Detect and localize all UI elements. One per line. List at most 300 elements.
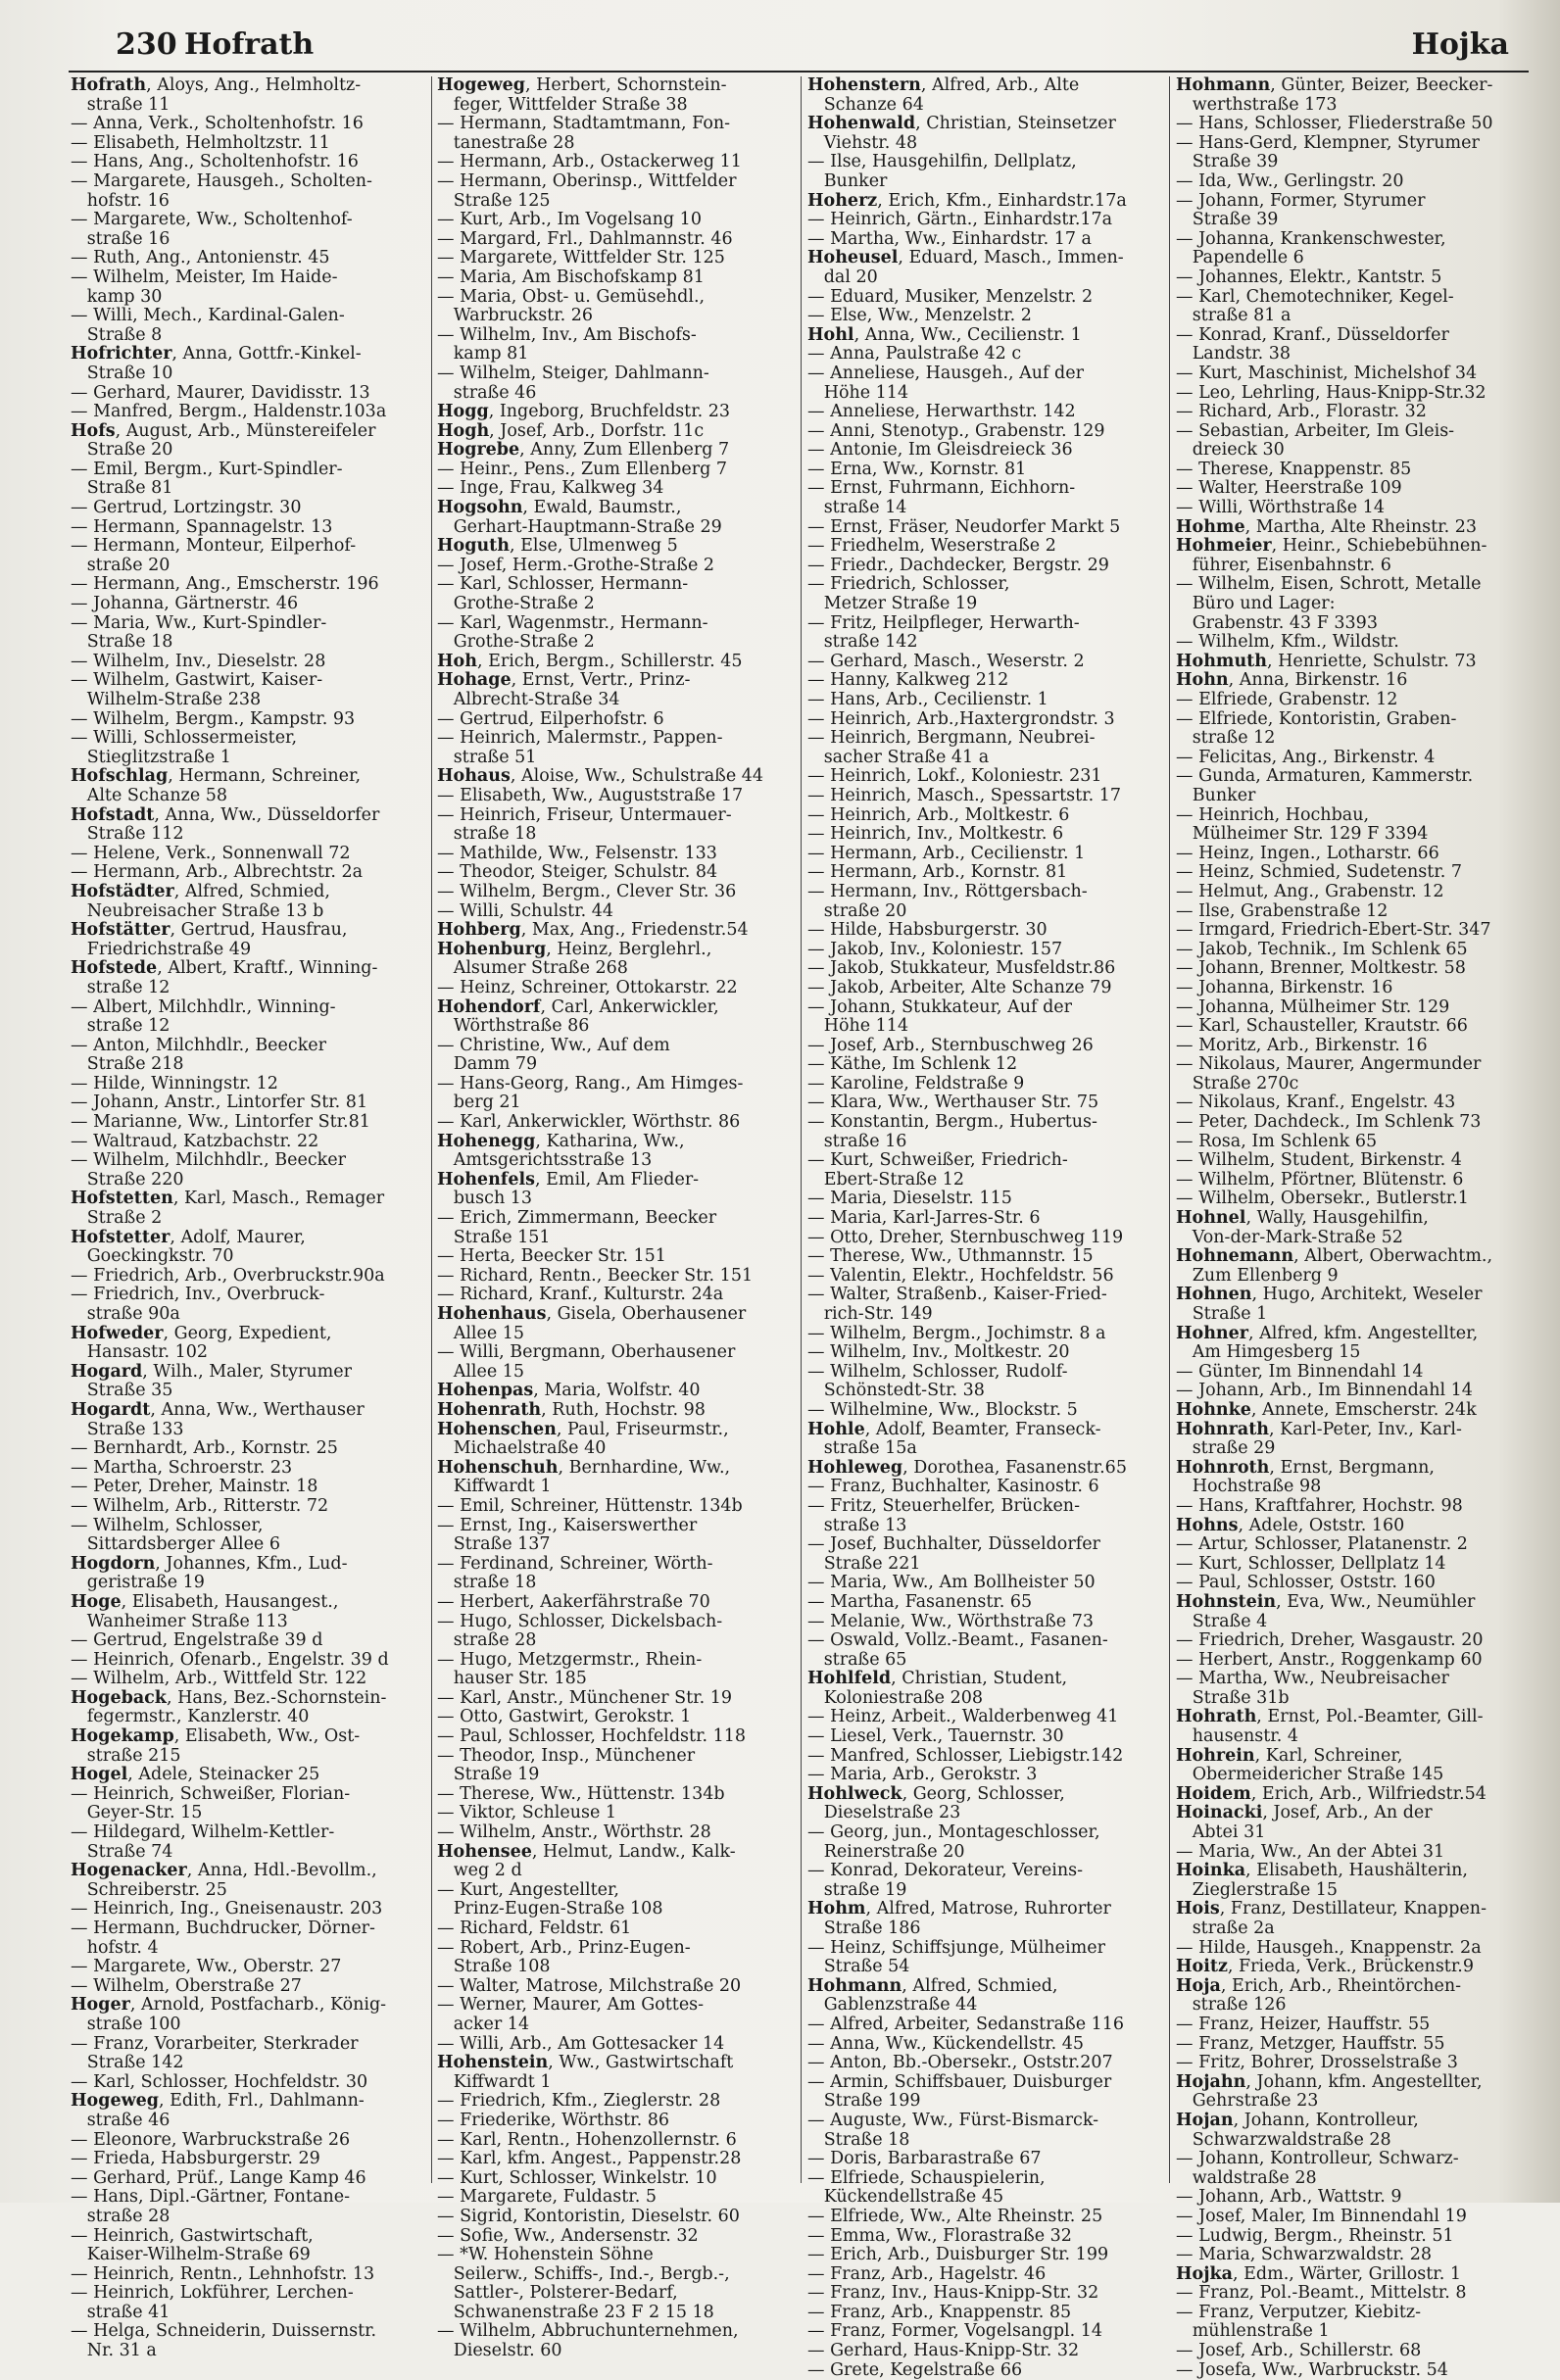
directory-line: straße 41: [71, 2302, 171, 2322]
directory-line: — Theodor, Insp., Münchener: [437, 1745, 696, 1766]
directory-line: — Wilhelm, Inv., Dieselstr. 28: [71, 651, 326, 671]
directory-line: Hohenburg, Heinz, Berglehrl.,: [437, 939, 712, 959]
directory-line: — Heinrich, Gärtn., Einhardstr.17a: [807, 210, 1113, 230]
directory-line: — Wilhelm, Obersekr., Butlerstr.1: [1176, 1189, 1469, 1209]
directory-line: Straße 270c: [1176, 1073, 1299, 1093]
directory-line: Viehstr. 48: [807, 132, 918, 153]
directory-line: — Johann, Arb., Im Binnendahl 14: [1176, 1381, 1473, 1401]
directory-line: — Felicitas, Ang., Birkenstr. 4: [1176, 747, 1436, 767]
directory-line: — Otto, Dreher, Sternbuschweg 119: [807, 1227, 1124, 1247]
directory-line: Hohn, Anna, Birkenstr. 16: [1176, 670, 1408, 691]
directory-line: — Anton, Milchhdlr., Beecker: [71, 1035, 327, 1055]
directory-line: — Gerhard, Haus-Knipp-Str. 32: [807, 2341, 1080, 2361]
directory-line: Hohle, Adolf, Beamter, Franseck-: [807, 1419, 1101, 1439]
directory-line: Gehrstraße 23: [1176, 2091, 1319, 2112]
directory-line: — Heinrich, Hochbau,: [1176, 804, 1370, 825]
directory-line: — Wilhelm, Meister, Im Haide-: [71, 267, 338, 287]
directory-line: — Hans, Dipl.-Gärtner, Fontane-: [71, 2187, 351, 2208]
directory-line: Hohnrath, Karl-Peter, Inv., Karl-: [1176, 1419, 1462, 1439]
directory-line: Hohlweck, Georg, Schlosser,: [807, 1783, 1065, 1804]
directory-line: — Heinrich, Inv., Moltkestr. 6: [807, 824, 1064, 845]
directory-line: — Theodor, Steiger, Schulstr. 84: [437, 862, 718, 883]
directory-line: — Karl, kfm. Angest., Pappenstr.28: [437, 2149, 742, 2169]
directory-line: — Elfriede, Kontoristin, Graben-: [1176, 708, 1457, 729]
directory-line: Neubreisacher Straße 13 b: [71, 900, 324, 921]
directory-line: Hogeback, Hans, Bez.-Schornstein-: [71, 1687, 387, 1708]
directory-line: Abtei 31: [1176, 1822, 1266, 1843]
directory-line: straße 2a: [1176, 1919, 1275, 1938]
directory-line: — Johanna, Krankenschwester,: [1176, 228, 1446, 249]
directory-line: — Emil, Schreiner, Hüttenstr. 134b: [437, 1495, 743, 1516]
directory-line: hausenstr. 4: [1176, 1726, 1298, 1747]
directory-line: — Erich, Zimmermann, Beecker: [437, 1208, 717, 1229]
directory-line: Hohme, Martha, Alte Rheinstr. 23: [1176, 516, 1478, 537]
directory-line: Hohenschen, Paul, Friseurmstr.,: [437, 1419, 729, 1439]
directory-line: — Eduard, Musiker, Menzelstr. 2: [807, 286, 1094, 307]
directory-line: Koloniestraße 208: [807, 1687, 984, 1708]
directory-line: Metzer Straße 19: [807, 594, 978, 614]
directory-line: werthstraße 173: [1176, 94, 1338, 115]
directory-line: — Hermann, Arb., Albrechtstr. 2a: [71, 862, 364, 883]
directory-line: — Karl, Chemotechniker, Kegel-: [1176, 286, 1454, 307]
directory-line: — Anna, Ww., Kückendellstr. 45: [807, 2033, 1084, 2054]
directory-line: — Ruth, Ang., Antonienstr. 45: [71, 248, 330, 268]
directory-line: — Eleonore, Warbruckstraße 26: [71, 2129, 351, 2150]
directory-line: Hofstede, Albert, Kraftf., Winning-: [71, 958, 378, 979]
directory-line: — Margarete, Hausgeh., Scholten-: [71, 170, 372, 191]
directory-line: Gerhart-Hauptmann-Straße 29: [437, 516, 722, 537]
directory-line: Gablenzstraße 44: [807, 1995, 978, 2016]
directory-line: — Auguste, Ww., Fürst-Bismarck-: [807, 2110, 1099, 2130]
directory-line: Straße 137: [437, 1534, 551, 1555]
directory-line: — Heinz, Schreiner, Ottokarstr. 22: [437, 977, 738, 997]
directory-line: Hohlfeld, Christian, Student,: [807, 1669, 1068, 1689]
directory-line: — Karl, Schausteller, Krautstr. 66: [1176, 1016, 1468, 1037]
directory-line: — Doris, Barbarastraße 67: [807, 2149, 1042, 2169]
directory-line: Hohendorf, Carl, Ankerwickler,: [437, 996, 719, 1017]
directory-line: — Hermann, Monteur, Eilperhof-: [71, 536, 357, 557]
directory-line: Stieglitzstraße 1: [71, 747, 231, 767]
directory-line: Grothe-Straße 2: [437, 594, 595, 614]
directory-line: — Maria, Obst- u. Gemüsehdl.,: [437, 286, 706, 307]
directory-line: — Gertrud, Eilperhofstr. 6: [437, 708, 664, 729]
directory-line: Hohenstern, Alfred, Arb., Alte: [807, 75, 1080, 95]
directory-line: — Sofie, Ww., Andersenstr. 32: [437, 2225, 699, 2246]
header-last-entry: Hojka: [1411, 27, 1509, 62]
directory-line: — Johann, Kontrolleur, Schwarz-: [1176, 2149, 1459, 2169]
directory-line: — Hermann, Inv., Röttgersbach-: [807, 881, 1088, 901]
directory-line: — Helmut, Ang., Grabenstr. 12: [1176, 881, 1444, 901]
directory-line: Zieglerstraße 15: [1176, 1879, 1339, 1900]
directory-line: Dieselstr. 60: [437, 2341, 562, 2361]
directory-line: Hohenschuh, Bernhardine, Ww.,: [437, 1457, 731, 1478]
directory-line: Hofstädter, Alfred, Schmied,: [71, 881, 330, 901]
directory-line: — Hermann, Ang., Emscherstr. 196: [71, 574, 379, 595]
directory-line: Hogardt, Anna, Ww., Werthauser: [71, 1399, 365, 1420]
directory-line: — Johann, Former, Styrumer: [1176, 190, 1426, 211]
directory-line: — Anna, Paulstraße 42 c: [807, 344, 1022, 364]
directory-line: — Ilse, Grabenstraße 12: [1176, 900, 1389, 921]
directory-line: — Karl, Anstr., Münchener Str. 19: [437, 1687, 733, 1708]
directory-line: — Martha, Fasanenstr. 65: [807, 1591, 1033, 1612]
directory-line: — Wilhelm, Anstr., Wörthstr. 28: [437, 1822, 711, 1843]
page-number: 230: [116, 27, 177, 62]
directory-line: — *W. Hohenstein Söhne: [437, 2245, 654, 2265]
directory-line: kamp 30: [71, 286, 163, 307]
directory-line: — Richard, Rentn., Beecker Str. 151: [437, 1265, 754, 1286]
directory-line: Straße 2: [71, 1208, 163, 1229]
directory-line: — Käthe, Im Schlenk 12: [807, 1054, 1018, 1075]
directory-line: Michaelstraße 40: [437, 1438, 607, 1459]
directory-line: Geyer-Str. 15: [71, 1803, 203, 1823]
directory-line: hofstr. 16: [71, 190, 170, 211]
directory-line: Hohenhaus, Gisela, Oberhausener: [437, 1304, 747, 1324]
directory-line: — Maria, Am Bischofskamp 81: [437, 267, 705, 287]
directory-line: — Friederike, Wörthstr. 86: [437, 2110, 669, 2130]
directory-line: Hoinka, Elisabeth, Haushälterin,: [1176, 1861, 1468, 1881]
directory-line: Hohenegg, Katharina, Ww.,: [437, 1131, 685, 1151]
directory-line: — Heinrich, Malermstr., Pappen-: [437, 728, 723, 749]
directory-line: weg 2 d: [437, 1861, 522, 1881]
directory-line: Hoherz, Erich, Kfm., Einhardstr.17a: [807, 190, 1127, 211]
directory-line: — Heinrich, Ing., Gneisenaustr. 203: [71, 1899, 383, 1919]
directory-line: — Herta, Beecker Str. 151: [437, 1246, 666, 1267]
directory-line: — Helga, Schneiderin, Duissernstr.: [71, 2321, 377, 2342]
directory-line: — Wilhelm, Kfm., Wildstr.: [1176, 632, 1399, 653]
directory-line: Papendelle 6: [1176, 248, 1304, 268]
directory-line: Nr. 31 a: [71, 2341, 157, 2361]
directory-line: Hogeweg, Edith, Frl., Dahlmann-: [71, 2091, 365, 2112]
directory-line: straße 142: [807, 632, 918, 653]
directory-line: Hohenrath, Ruth, Hochstr. 98: [437, 1399, 706, 1420]
directory-line: — Franz, Buchhalter, Kasinostr. 6: [807, 1477, 1099, 1497]
directory-line: — Alfred, Arbeiter, Sedanstraße 116: [807, 2014, 1125, 2034]
directory-line: — Gerhard, Prüf., Lange Kamp 46: [71, 2167, 366, 2188]
directory-line: Büro und Lager:: [1176, 594, 1336, 614]
directory-line: — Heinrich, Arb., Moltkestr. 6: [807, 804, 1070, 825]
directory-line: — Jakob, Inv., Koloniestr. 157: [807, 939, 1063, 959]
directory-line: Sattler-, Polsterer-Bedarf,: [437, 2283, 678, 2304]
directory-line: Hohenwald, Christian, Steinsetzer: [807, 114, 1116, 134]
directory-line: — Maria, Karl-Jarres-Str. 6: [807, 1208, 1041, 1229]
directory-line: — Friedrich, Arb., Overbruckstr.90a: [71, 1265, 385, 1286]
directory-line: straße 16: [807, 1131, 907, 1151]
directory-line: Hohaus, Aloise, Ww., Schulstraße 44: [437, 766, 764, 787]
directory-line: — Hilde, Habsburgerstr. 30: [807, 920, 1048, 941]
directory-line: — Hermann, Arb., Cecilienstr. 1: [807, 843, 1086, 863]
directory-line: — Heinrich, Schweißer, Florian-: [71, 1783, 351, 1804]
directory-line: Schanze 64: [807, 94, 924, 115]
directory-line: — Johann, Anstr., Lintorfer Str. 81: [71, 1093, 368, 1113]
directory-line: Hohnke, Annete, Emscherstr. 24k: [1176, 1399, 1477, 1420]
directory-line: — Heinrich, Ofenarb., Engelstr. 39 d: [71, 1649, 389, 1670]
directory-line: Hohmann, Günter, Beizer, Beecker-: [1176, 75, 1493, 95]
directory-line: Kiffwardt 1: [437, 1477, 552, 1497]
directory-line: Straße 20: [71, 440, 173, 461]
directory-line: — Oswald, Vollz.-Beamt., Fasanen-: [807, 1630, 1108, 1651]
directory-line: Hofstetten, Karl, Masch., Remager: [71, 1189, 385, 1209]
directory-line: Straße 108: [437, 1957, 551, 1977]
directory-line: Hoger, Arnold, Postfacharb., König-: [71, 1995, 387, 2016]
directory-line: — Hermann, Arb., Ostackerweg 11: [437, 152, 742, 172]
directory-line: — Gertrud, Engelstraße 39 d: [71, 1630, 323, 1651]
directory-line: — Maria, Ww., Am Bollheister 50: [807, 1573, 1096, 1593]
directory-line: Landstr. 38: [1176, 344, 1292, 364]
directory-line: — Josef, Buchhalter, Düsseldorfer: [807, 1534, 1100, 1555]
directory-line: Von-der-Mark-Straße 52: [1176, 1227, 1403, 1247]
header-first-entry: Hofrath: [184, 27, 315, 62]
directory-line: Straße 35: [71, 1381, 173, 1401]
directory-line: acker 14: [437, 2014, 530, 2034]
directory-line: Hohberg, Max, Ang., Friedenstr.54: [437, 920, 749, 941]
directory-line: straße 65: [807, 1649, 907, 1670]
directory-line: — Erich, Arb., Duisburger Str. 199: [807, 2245, 1109, 2265]
directory-line: — Walter, Straßenb., Kaiser-Fried-: [807, 1285, 1107, 1305]
directory-line: Grabenstr. 43 F 3393: [1176, 612, 1378, 633]
directory-line: straße 28: [71, 2206, 171, 2226]
directory-line: Hofrichter, Anna, Gottfr.-Kinkel-: [71, 344, 362, 364]
directory-line: — Mathilde, Ww., Felsenstr. 133: [437, 843, 717, 863]
directory-line: — Richard, Kranf., Kulturstr. 24a: [437, 1285, 724, 1305]
directory-line: Hofstadt, Anna, Ww., Düsseldorfer: [71, 804, 380, 825]
directory-line: — Heinz, Schmied, Sudetenstr. 7: [1176, 862, 1463, 883]
directory-line: — Ida, Ww., Gerlingstr. 20: [1176, 170, 1404, 191]
directory-line: — Richard, Arb., Florastr. 32: [1176, 402, 1427, 422]
directory-line: Schreiberstr. 25: [71, 1879, 227, 1900]
directory-line: straße 20: [807, 900, 907, 921]
directory-line: — Else, Ww., Menzelstr. 2: [807, 306, 1032, 326]
directory-line: Amtsgerichtsstraße 13: [437, 1150, 653, 1171]
directory-line: — Anneliese, Hausgeh., Auf der: [807, 363, 1084, 383]
directory-line: — Elisabeth, Helmholtzstr. 11: [71, 132, 330, 153]
directory-line: — Kurt, Angestellter,: [437, 1879, 619, 1900]
directory-line: Hoh, Erich, Bergm., Schillerstr. 45: [437, 651, 743, 671]
directory-line: Schwarzwaldstraße 28: [1176, 2129, 1391, 2150]
directory-line: — Wilhelm, Student, Birkenstr. 4: [1176, 1150, 1462, 1171]
directory-line: — Margard, Frl., Dahlmannstr. 46: [437, 228, 733, 249]
directory-line: — Maria, Arb., Gerokstr. 3: [807, 1765, 1038, 1785]
directory-line: Hohmuth, Henriette, Schulstr. 73: [1176, 651, 1477, 671]
directory-line: Wörthstraße 86: [437, 1016, 590, 1037]
directory-line: — Josefa, Ww., Warbruckstr. 54: [1176, 2359, 1448, 2380]
directory-line: Hohnstein, Eva, Ww., Neumühler: [1176, 1591, 1476, 1612]
directory-line: straße 13: [807, 1515, 907, 1535]
directory-line: Hoguth, Else, Ulmenweg 5: [437, 536, 678, 557]
directory-line: — Hermann, Spannagelstr. 13: [71, 516, 333, 537]
directory-line: berg 21: [437, 1093, 521, 1113]
directory-line: Sittardsberger Allee 6: [71, 1534, 280, 1555]
directory-line: — Josef, Herm.-Grothe-Straße 2: [437, 555, 714, 575]
directory-line: — Johann, Arb., Wattstr. 9: [1176, 2187, 1402, 2208]
directory-line: Hohm, Alfred, Matrose, Ruhrorter: [807, 1899, 1111, 1919]
directory-line: — Johanna, Mülheimer Str. 129: [1176, 996, 1450, 1017]
directory-line: Hofs, August, Arb., Münstereifeler: [71, 420, 376, 441]
directory-line: — Hans, Kraftfahrer, Hochstr. 98: [1176, 1495, 1463, 1516]
column-2: [437, 75, 798, 2361]
directory-line: — Josef, Maler, Im Binnendahl 19: [1176, 2206, 1467, 2226]
directory-line: Hohl, Anna, Ww., Cecilienstr. 1: [807, 324, 1082, 345]
directory-line: Straße 19: [437, 1765, 540, 1785]
directory-line: — Valentin, Elektr., Hochfeldstr. 56: [807, 1265, 1114, 1286]
directory-line: — Grete, Kegelstraße 66: [807, 2359, 1023, 2380]
directory-line: — Hans-Gerd, Klempner, Styrumer: [1176, 132, 1480, 153]
directory-line: — Willi, Schlossermeister,: [71, 728, 298, 749]
directory-line: — Gertrud, Lortzingstr. 30: [71, 498, 302, 518]
directory-line: — Viktor, Schleuse 1: [437, 1803, 617, 1823]
directory-line: — Maria, Dieselstr. 115: [807, 1189, 1012, 1209]
directory-line: — Wilhelm, Gastwirt, Kaiser-: [71, 670, 323, 691]
directory-line: Straße 4: [1176, 1611, 1268, 1631]
directory-line: Hois, Franz, Destillateur, Knappen-: [1176, 1899, 1487, 1919]
directory-line: — Hugo, Schlosser, Dickelsbach-: [437, 1611, 723, 1631]
directory-line: — Willi, Mech., Kardinal-Galen-: [71, 306, 345, 326]
directory-line: Friedrichstraße 49: [71, 939, 252, 959]
directory-line: straße 19: [807, 1879, 907, 1900]
directory-line: straße 12: [1176, 728, 1276, 749]
directory-line: Hojka, Edm., Wärter, Grillostr. 1: [1176, 2263, 1462, 2284]
directory-line: Straße 186: [807, 1919, 921, 1938]
directory-line: — Martha, Ww., Einhardstr. 17 a: [807, 228, 1092, 249]
directory-line: — Frieda, Habsburgerstr. 29: [71, 2149, 320, 2169]
directory-line: tanestraße 28: [437, 132, 575, 153]
column-4: [1176, 75, 1529, 2380]
directory-line: Seilerw., Schiffs-, Ind.-, Bergb.-,: [437, 2263, 730, 2284]
directory-line: — Heinrich, Rentn., Lehnhofstr. 13: [71, 2263, 375, 2284]
directory-line: — Heinrich, Bergmann, Neubrei-: [807, 728, 1096, 749]
directory-line: Straße 221: [807, 1553, 921, 1574]
directory-line: — Konstantin, Bergm., Hubertus-: [807, 1112, 1097, 1133]
directory-line: — Wilhelm, Schlosser, Rudolf-: [807, 1361, 1068, 1382]
directory-line: — Johanna, Birkenstr. 16: [1176, 977, 1393, 997]
directory-line: straße 215: [71, 1745, 181, 1766]
directory-line: Straße 133: [71, 1419, 184, 1439]
directory-line: — Richard, Feldstr. 61: [437, 1919, 632, 1938]
directory-line: Straße 74: [71, 1841, 173, 1862]
directory-line: Hoidem, Erich, Arb., Wilfriedstr.54: [1176, 1783, 1487, 1804]
directory-line: Straße 1: [1176, 1304, 1268, 1324]
directory-line: Hojahn, Johann, kfm. Angestellter,: [1176, 2071, 1483, 2092]
directory-line: Wanheimer Straße 113: [71, 1611, 288, 1631]
directory-line: Hofstätter, Gertrud, Hausfrau,: [71, 920, 348, 941]
directory-line: Bunker: [1176, 785, 1256, 805]
directory-line: — Heinz, Schiffsjunge, Mülheimer: [807, 1937, 1105, 1958]
directory-line: — Emma, Ww., Florastraße 32: [807, 2225, 1072, 2246]
directory-line: Hogenacker, Anna, Hdl.-Bevollm.,: [71, 1861, 377, 1881]
directory-line: — Sigrid, Kontoristin, Dieselstr. 60: [437, 2206, 740, 2226]
directory-line: Hogrebe, Anny, Zum Ellenberg 7: [437, 440, 730, 461]
directory-line: — Therese, Knappenstr. 85: [1176, 459, 1412, 479]
directory-line: — Elfriede, Schauspielerin,: [807, 2167, 1046, 2188]
directory-line: — Heinz, Ingen., Lotharstr. 66: [1176, 843, 1439, 863]
directory-line: geristraße 19: [71, 1573, 205, 1593]
directory-line: — Franz, Inv., Haus-Knipp-Str. 32: [807, 2283, 1099, 2304]
directory-line: — Anton, Bb.-Obersekr., Oststr.207: [807, 2053, 1113, 2073]
directory-line: Hohnen, Hugo, Architekt, Weseler: [1176, 1285, 1483, 1305]
column-divider: [801, 76, 802, 2183]
directory-line: — Wilhelm, Bergm., Clever Str. 36: [437, 881, 737, 901]
directory-line: — Hanny, Kalkweg 212: [807, 670, 1009, 691]
directory-line: Hofschlag, Hermann, Schreiner,: [71, 766, 362, 787]
directory-line: — Johann, Brenner, Moltkestr. 58: [1176, 958, 1466, 979]
directory-line: — Jakob, Arbeiter, Alte Schanze 79: [807, 977, 1112, 997]
directory-line: — Kurt, Schlosser, Winkelstr. 10: [437, 2167, 717, 2188]
directory-line: — Manfred, Schlosser, Liebigstr.142: [807, 1745, 1124, 1766]
directory-line: — Nikolaus, Kranf., Engelstr. 43: [1176, 1093, 1456, 1113]
directory-line: — Manfred, Bergm., Haldenstr.103a: [71, 402, 387, 422]
directory-line: — Willi, Arb., Am Gottesacker 14: [437, 2033, 725, 2054]
directory-line: Hohensee, Helmut, Landw., Kalk-: [437, 1841, 736, 1862]
column-1: [71, 75, 431, 2361]
directory-line: Straße 39: [1176, 152, 1279, 172]
directory-line: Hansastr. 102: [71, 1342, 209, 1363]
directory-line: Straße 18: [71, 632, 173, 653]
directory-line: — Ilse, Hausgehilfin, Dellplatz,: [807, 152, 1077, 172]
directory-line: — Karl, Schlosser, Hermann-: [437, 574, 689, 595]
directory-line: Straße 151: [437, 1227, 551, 1247]
directory-line: — Werner, Maurer, Am Gottes-: [437, 1995, 705, 2016]
directory-line: Zum Ellenberg 9: [1176, 1265, 1339, 1286]
directory-line: straße 29: [1176, 1438, 1276, 1459]
directory-line: — Leo, Lehrling, Haus-Knipp-Str.32: [1176, 382, 1487, 403]
page-header: [69, 22, 1529, 73]
directory-line: Höhe 114: [807, 1016, 909, 1037]
directory-line: — Herbert, Anstr., Roggenkamp 60: [1176, 1649, 1483, 1670]
directory-line: Straße 18: [807, 2129, 910, 2150]
directory-line: Straße 218: [71, 1054, 184, 1075]
directory-line: — Josef, Arb., Schillerstr. 68: [1176, 2341, 1422, 2361]
directory-line: — Walter, Heerstraße 109: [1176, 478, 1402, 499]
directory-line: Straße 112: [71, 824, 184, 845]
directory-line: waldstraße 28: [1176, 2167, 1317, 2188]
directory-line: straße 14: [807, 498, 907, 518]
directory-line: — Melanie, Ww., Wörthstraße 73: [807, 1611, 1094, 1631]
directory-line: feger, Wittfelder Straße 38: [437, 94, 688, 115]
directory-line: — Emil, Bergm., Kurt-Spindler-: [71, 459, 343, 479]
directory-line: straße 16: [71, 228, 171, 249]
directory-line: Obermeidericher Straße 145: [1176, 1765, 1444, 1785]
directory-line: — Elfriede, Ww., Alte Rheinstr. 25: [807, 2206, 1103, 2226]
directory-line: — Kurt, Schweißer, Friedrich-: [807, 1150, 1068, 1171]
directory-line: — Franz, Metzger, Hauffstr. 55: [1176, 2033, 1445, 2054]
directory-line: Albrecht-Straße 34: [437, 690, 620, 709]
column-divider: [431, 76, 432, 2183]
directory-line: — Wilhelm, Schlosser,: [71, 1515, 264, 1535]
directory-line: — Friedrich, Kfm., Zieglerstr. 28: [437, 2091, 721, 2112]
directory-line: — Wilhelm, Inv., Moltkestr. 20: [807, 1342, 1070, 1363]
directory-line: Hogel, Adele, Steinacker 25: [71, 1765, 320, 1785]
directory-line: — Peter, Dreher, Mainstr. 18: [71, 1477, 318, 1497]
directory-line: — Franz, Vorarbeiter, Sterkrader: [71, 2033, 359, 2054]
directory-line: — Hans, Schlosser, Fliederstraße 50: [1176, 114, 1493, 134]
directory-line: straße 18: [437, 1573, 537, 1593]
directory-line: kamp 81: [437, 344, 529, 364]
directory-line: Straße 199: [807, 2091, 921, 2112]
directory-line: Kückendellstraße 45: [807, 2187, 1004, 2208]
directory-line: fegermstr., Kanzlerstr. 40: [71, 1707, 310, 1727]
directory-line: — Fritz, Bohrer, Drosselstraße 3: [1176, 2053, 1458, 2073]
directory-line: — Wilhelm, Eisen, Schrott, Metalle: [1176, 574, 1482, 595]
directory-line: Hoja, Erich, Arb., Rheintörchen-: [1176, 1975, 1462, 1996]
directory-line: — Konrad, Kranf., Düsseldorfer: [1176, 324, 1449, 345]
directory-line: — Otto, Gastwirt, Gerokstr. 1: [437, 1707, 692, 1727]
directory-line: Straße 220: [71, 1169, 184, 1190]
directory-line: — Gerhard, Masch., Weserstr. 2: [807, 651, 1085, 671]
directory-line: Alte Schanze 58: [71, 785, 228, 805]
directory-line: — Klara, Ww., Werthauser Str. 75: [807, 1093, 1099, 1113]
directory-line: — Willi, Bergmann, Oberhausener: [437, 1342, 736, 1363]
directory-line: — Ernst, Fuhrmann, Eichhorn-: [807, 478, 1076, 499]
directory-line: — Antonie, Im Gleisdreieck 36: [807, 440, 1073, 461]
